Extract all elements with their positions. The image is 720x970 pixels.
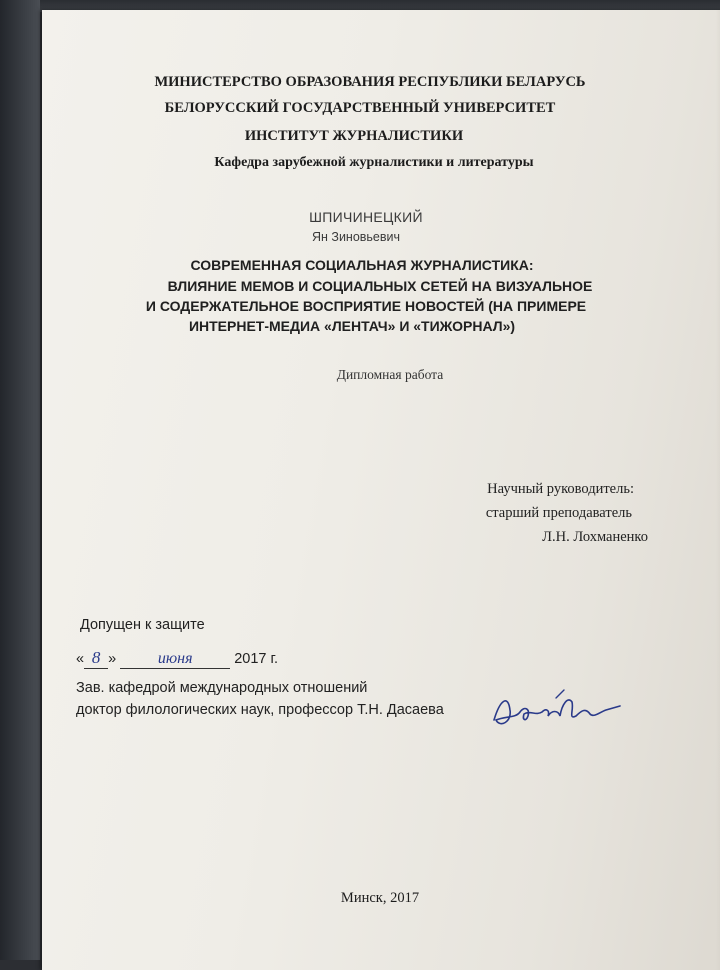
department-head-title: Зав. кафедрой международных отношений <box>76 680 368 696</box>
work-type: Дипломная работа <box>336 367 444 382</box>
page-edge-shadow <box>716 10 720 970</box>
thesis-title-line: И СОДЕРЖАТЕЛЬНОЕ ВОСПРИЯТИЕ НОВОСТЕЙ (НА ПРИМЕРЕ <box>145 298 587 314</box>
signature-icon <box>486 680 626 740</box>
date-quote-open: « <box>76 651 85 667</box>
author-first-name: Ян Зиновьевич <box>311 230 401 244</box>
date-year: 2017 г. <box>234 651 279 667</box>
date-month-handwritten: июня <box>120 650 230 669</box>
thesis-title-line: ИНТЕРНЕТ-МЕДИА «ЛЕНТАЧ» И «ТИЖОРНАЛ») <box>188 318 516 334</box>
thesis-title-line: СОВРЕМЕННАЯ СОЦИАЛЬНАЯ ЖУРНАЛИСТИКА: <box>190 257 534 273</box>
city-year: Минск, 2017 <box>340 890 420 906</box>
supervisor-position: старший преподаватель <box>485 505 632 521</box>
department-head-name: доктор филологических наук, профессор Т.Н. Дасаева <box>76 702 444 718</box>
university-heading: БЕЛОРУССКИЙ ГОСУДАРСТВЕННЫЙ УНИВЕРСИТЕТ <box>164 100 556 116</box>
date-quote-close: » <box>108 651 117 667</box>
department-heading: Кафедра зарубежной журналистики и литературы <box>214 155 534 170</box>
author-last-name: ШПИЧИНЕЦКИЙ <box>309 209 423 225</box>
date-day-handwritten: 8 <box>84 648 108 669</box>
supervisor-name: Л.Н. Лохманенко <box>542 529 648 545</box>
supervisor-label: Научный руководитель: <box>487 481 634 497</box>
admission-date <box>76 648 278 669</box>
thesis-title-line: ВЛИЯНИЕ МЕМОВ И СОЦИАЛЬНЫХ СЕТЕЙ НА ВИЗУАЛЬНОЕ <box>167 278 593 294</box>
admission-label: Допущен к защите <box>80 617 205 633</box>
ministry-heading: МИНИСТЕРСТВО ОБРАЗОВАНИЯ РЕСПУБЛИКИ БЕЛАРУСЬ <box>154 74 586 90</box>
institute-heading: ИНСТИТУТ ЖУРНАЛИСТИКИ <box>244 128 464 144</box>
